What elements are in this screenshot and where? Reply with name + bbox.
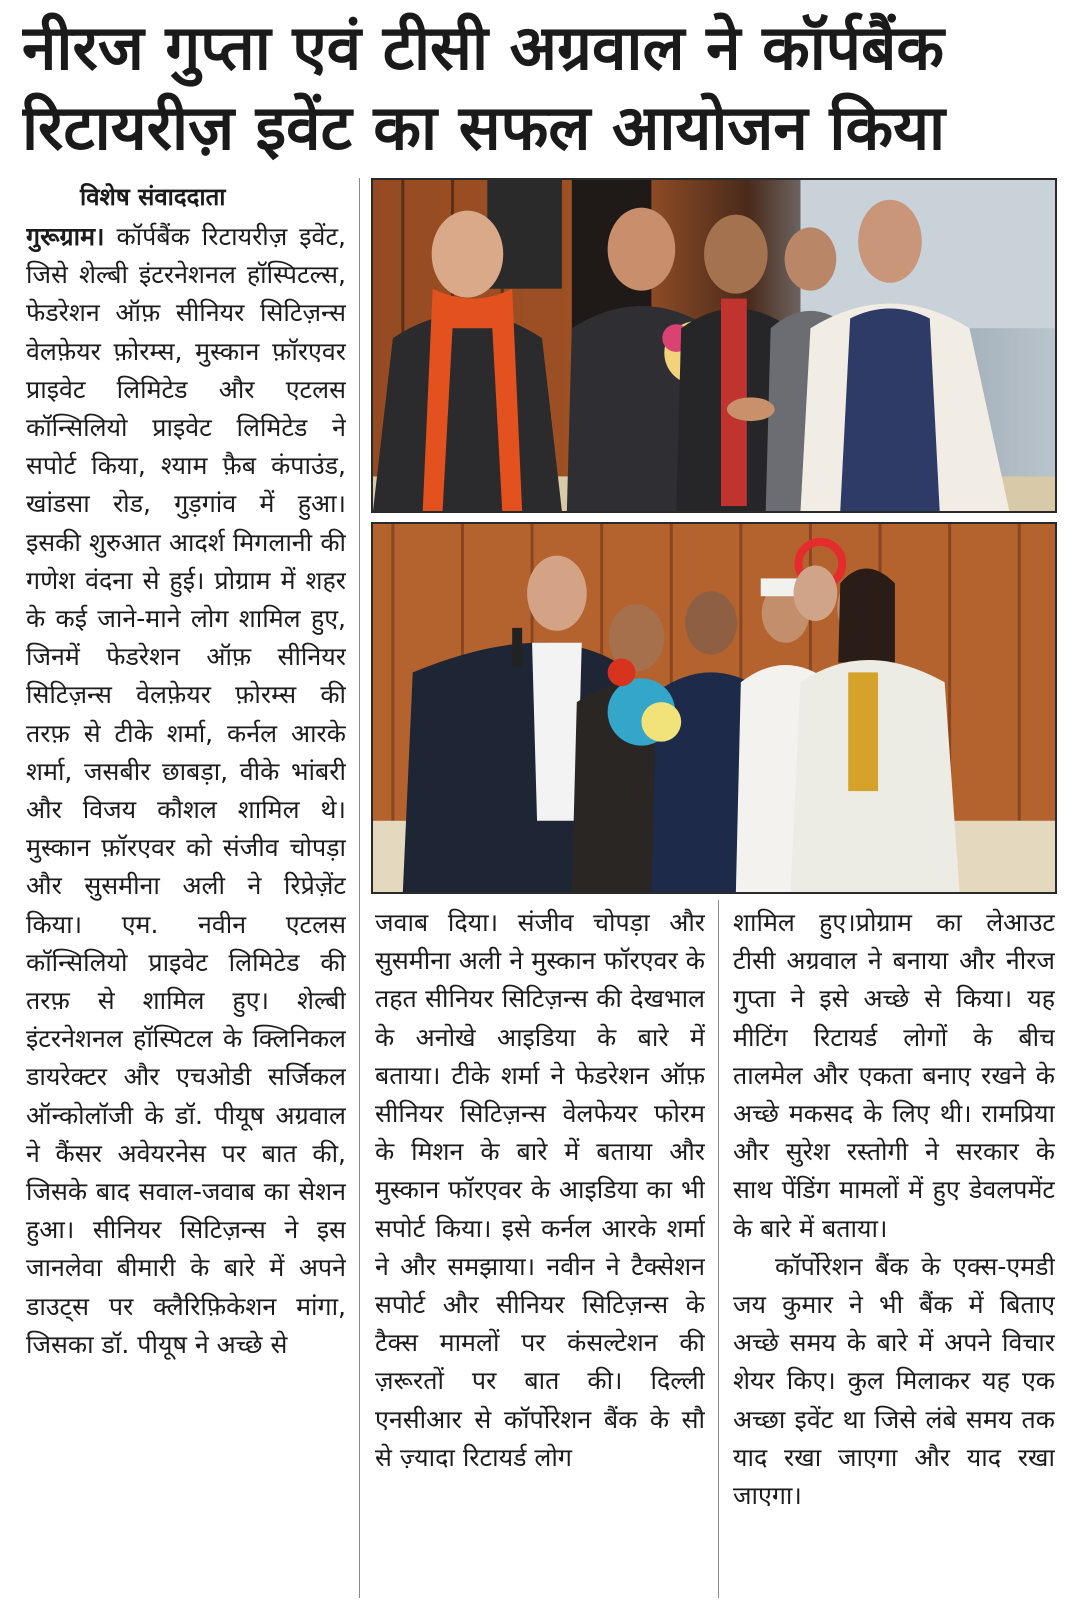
column-3-paragraph-1: शामिल हुए।प्रोग्राम का लेआउट टीसी अग्रवाल ने बनाया और नीरज गुप्ता ने इसे अच्छे से किया। यह मीटिंग रिटायर्ड लोगों के बीच तालमेल और एकता बनाए रखने के अच्छे मकसद के लिए थी। रामप्रिया और सुरेश रस्तोगी ने सरकार के साथ पेंडिंग मामलों में हुए डेवलपमेंट के बारे में बताया। xyxy=(733,908,1055,1243)
headline-line-1: नीरज गुप्ता एवं टीसी अग्रवाल ने कॉर्पबैंक xyxy=(22,11,944,84)
event-photo-bottom xyxy=(371,522,1057,894)
article-column-1 xyxy=(26,218,346,1598)
column-divider xyxy=(359,178,360,1598)
byline: विशेष संवाददाता xyxy=(80,183,226,211)
article-column-2 xyxy=(375,904,705,1598)
article-column-3 xyxy=(733,904,1055,1598)
dateline: गुरूग्राम। xyxy=(26,222,105,251)
article-paragraph xyxy=(26,218,346,1364)
headline-line-2: रिटायरीज़ इवेंट का सफल आयोजन किया xyxy=(22,91,946,164)
column-1-text: कॉर्पबैंक रिटायरीज़ इवेंट, जिसे शेल्बी इंटरनेशनल हॉस्पिटल्स, फेडरेशन ऑफ़ सीनियर सिटिज़न्स वेलफ़ेयर फ़ोरम्स, मुस्कान फ़ॉरएवर प्राइवेट लिमिटेड और एटलस कॉन्सिलियो प्राइवेट लिमिटेड ने सपोर्ट किया, श्याम फ़ैब कंपाउंड, खांडसा रोड, गुड़गांव में हुआ। इसकी शुरुआत आदर्श मिगलानी की गणेश वंदना से हुई। प्रोग्राम में शहर के कई जाने-माने लोग शामिल हुए, जिनमें फेडरेशन ऑफ़ सीनियर सिटिज़न्स वेलफ़ेयर फ़ोरम्स की तरफ़ से टीके शर्मा, कर्नल आरके शर्मा, जसबीर छाबड़ा, वीके भांबरी और विजय कौशल शामिल थे। मुस्कान फ़ॉरएवर को संजीव चोपड़ा और सुसमीना अली ने रिप्रेज़ेंट किया। एम. नवीन एटलस कॉन्सिलियो प्राइवेट लिमिटेड की तरफ़ से शामिल हुए। शेल्बी इंटरनेशनल हॉस्पिटल के क्लिनिकल डायरेक्टर और एचओडी सर्जिकल ऑन्कोलॉजी के डॉ. पीयूष अग्रवाल ने कैंसर अवेयरनेस पर बात की, जिसके बाद सवाल-जवाब का सेशन हुआ। सीनियर सिटिज़न्स ने इस जानलेवा बीमारी के बारे में अपने डाउट्स पर क्लैरिफ़िकेशन मांगा, जिसका डॉ. पीयूष ने अच्छे से xyxy=(26,222,346,1359)
event-photo-top xyxy=(371,178,1057,513)
photo-group-bouquet xyxy=(373,524,1055,892)
headline xyxy=(22,8,1062,168)
photo-group-handshake xyxy=(373,180,1055,511)
column-divider xyxy=(718,900,719,1598)
column-3-paragraph-2: कॉर्पोरेशन बैंक के एक्स-एमडी जय कुमार ने भी बैंक में बिताए अच्छे समय के बारे में अपने विचार शेयर किए। कुल मिलाकर यह एक अच्छा इवेंट था जिसे लंबे समय तक याद रखा जाएगा और याद रखा जाएगा। xyxy=(733,1251,1055,1511)
column-2-text: जवाब दिया। संजीव चोपड़ा और सुसमीना अली ने मुस्कान फॉरएवर के तहत सीनियर सिटिज़न्स की देखभाल के अनोखे आइडिया के बारे में बताया। टीके शर्मा ने फेडरेशन ऑफ़ सीनियर सिटिज़न्स वेलफेयर फोरम के मिशन के बारे में बताया और मुस्कान फॉरएवर के आइडिया का भी सपोर्ट किया। इसे कर्नल आरके शर्मा ने और समझाया। नवीन ने टैक्सेशन सपोर्ट और सीनियर सिटिज़न्स के टैक्स मामलों पर कंसल्टेशन की ज़रूरतों पर बात की। दिल्ली एनसीआर से कॉर्पोरेशन बैंक के सौ से ज़्यादा रिटायर्ड लोग xyxy=(375,908,705,1472)
